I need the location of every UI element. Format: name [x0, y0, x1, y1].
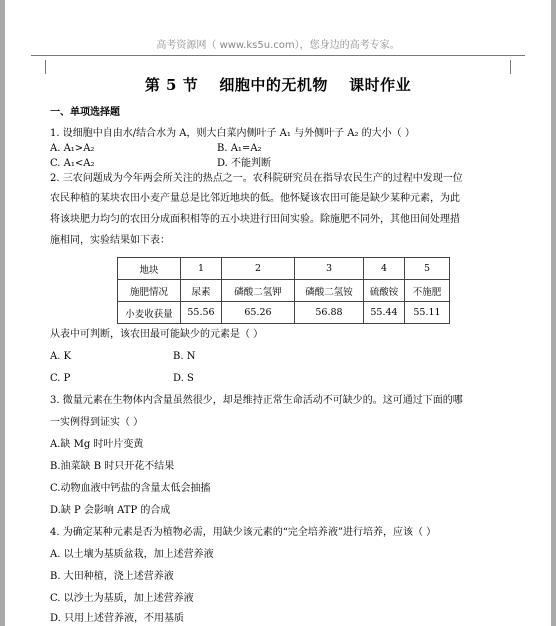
q1-option-b: B. A₁=A₂	[217, 143, 262, 154]
table-cell: 1	[181, 258, 222, 280]
q3-line-1: 3. 微量元素在生物体内含量虽然很少，却是维持正常生命活动不可缺少的。这可通过下面的哪	[50, 395, 463, 406]
header-rule	[31, 55, 525, 56]
q1-option-a: A. A₁>A₂	[50, 143, 95, 154]
q4-stem: 4. 为确定某种元素是否为植物必需，用缺少该元素的“完全培养液”进行培养，应该（ ）	[50, 527, 437, 538]
q4-option-c: C. 以沙土为基质，加上述营养液	[50, 593, 194, 604]
q3-option-a: A.缺 Mg 时叶片变黄	[50, 439, 144, 450]
table-cell: 磷酸二氢铵	[295, 280, 364, 302]
document-page	[5, 0, 551, 626]
q2-option-c: C. P	[50, 373, 71, 384]
table-row	[118, 280, 450, 302]
q2-line-2: 农民种植的某块农田小麦产量总是比邻近地块的低。他怀疑该农田可能是缺少某种元素，为此	[50, 193, 460, 204]
table-cell: 55.44	[364, 302, 405, 324]
q2-option-d: D. S	[173, 373, 194, 384]
page-title: 第 5 节 细胞中的无机物 课时作业	[144, 76, 412, 94]
table-row	[118, 302, 450, 324]
q1-option-c: C. A₁<A₂	[50, 158, 95, 169]
q3-option-b: B.油菜缺 B 时只开花不结果	[50, 461, 175, 472]
q2-question: 从表中可判断，该农田最可能缺少的元素是（ ）	[50, 329, 264, 340]
experiment-table	[117, 257, 450, 324]
table-cell: 2	[222, 258, 295, 280]
q3-option-c: C.动物血液中钙盐的含量太低会抽搐	[50, 483, 211, 494]
table-cell: 65.26	[222, 302, 295, 324]
q4-option-b: B. 大田种植，浇上述营养液	[50, 571, 174, 582]
table-cell: 55.11	[405, 302, 450, 324]
q4-option-a: A. 以土壤为基质盆栽，加上述营养液	[50, 549, 214, 560]
table-row	[118, 258, 450, 280]
q3-option-d: D.缺 P 会影响 ATP 的合成	[50, 505, 171, 516]
q1-stem: 1. 设细胞中自由水/结合水为 A，则大白菜内侧叶子 A₁ 与外侧叶子 A₂ 的大小（ ）	[50, 128, 415, 139]
q4-option-d: D. 只用上述营养液，不用基质	[50, 613, 185, 624]
table-cell: 硫酸铵	[364, 280, 405, 302]
q2-line-4: 施相同，实验结果如下表：	[50, 235, 170, 246]
margin-corner-mark-left	[31, 60, 46, 74]
table-cell: 4	[364, 258, 405, 280]
table-cell: 不施肥	[405, 280, 450, 302]
table-cell: 尿素	[181, 280, 222, 302]
table-cell: 小麦收获量	[118, 302, 181, 324]
table-cell: 56.88	[295, 302, 364, 324]
q3-line-2: 一实例得到证实（ ）	[50, 417, 144, 428]
q2-option-b: B. N	[173, 351, 196, 362]
table-cell: 地块	[118, 258, 181, 280]
table-cell: 5	[405, 258, 450, 280]
margin-corner-mark-right	[510, 60, 525, 74]
page-header: 高考资源网（ www.ks5u.com），您身边的高考专家。	[156, 40, 400, 51]
q2-line-3: 将该块肥力均匀的农田分成面积相等的五小块进行田间实验。除施肥不同外，其他田间处理措	[50, 214, 460, 225]
q1-option-d: D. 不能判断	[217, 158, 272, 169]
q2-option-a: A. K	[50, 351, 72, 362]
table-cell: 55.56	[181, 302, 222, 324]
table-cell: 磷酸二氢钾	[222, 280, 295, 302]
section-heading: 一、单项选择题	[50, 107, 120, 118]
table-cell: 施肥情况	[118, 280, 181, 302]
q2-line-1: 2. 三农问题成为今年两会所关注的热点之一。农科院研究员在指导农民生产的过程中发现一位	[50, 173, 463, 184]
table-cell: 3	[295, 258, 364, 280]
